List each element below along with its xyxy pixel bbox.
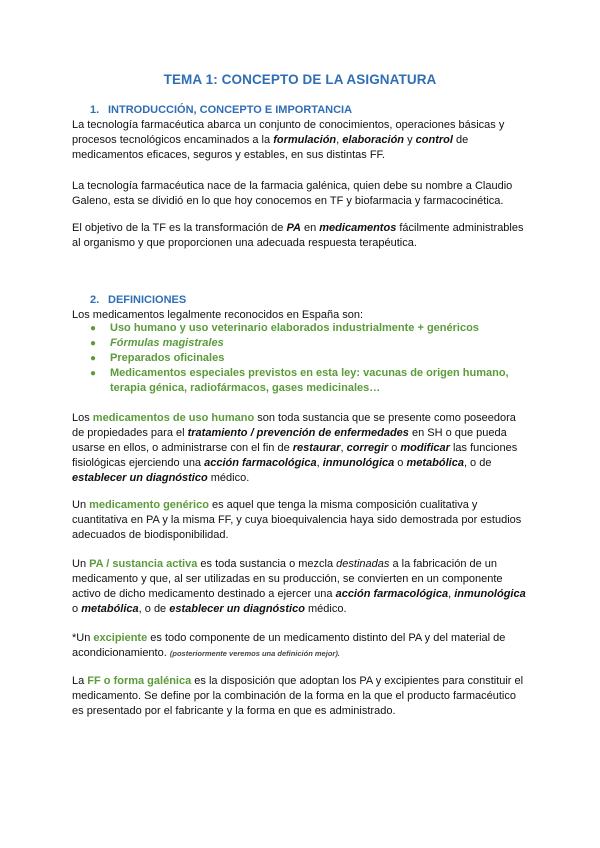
text-run: administrarse	[161, 442, 228, 454]
text-run: de la TF es la	[122, 222, 196, 234]
text-run: son:	[339, 309, 364, 321]
section-number: 2.	[90, 294, 100, 306]
text-run: metabólica	[81, 603, 139, 615]
text-run: Los	[72, 309, 93, 321]
text-run: seguros	[193, 149, 233, 161]
text-run: en la que el	[344, 690, 408, 702]
text-run: funciones fisiológicas	[72, 442, 518, 469]
bullet-icon: ●	[90, 323, 97, 334]
text-run: establecer un diagnóstico	[72, 472, 208, 484]
highlighted-term: FF o forma galénica	[87, 675, 192, 687]
text-run: establecer un diagnóstico	[169, 603, 305, 615]
text-run: es aquel que tenga la	[208, 499, 321, 511]
text-run: abarca un	[204, 119, 260, 131]
section-heading-definiciones	[90, 294, 186, 306]
list-item	[90, 366, 530, 396]
text-run: o	[72, 603, 82, 615]
text-run: para	[439, 675, 468, 687]
text-run: destinadas	[336, 558, 390, 570]
text-run: médico.	[304, 603, 347, 615]
text-run: constituir	[467, 675, 512, 687]
text-run: PA	[286, 222, 301, 234]
text-run: adecuada respuesta terapéutica	[256, 237, 414, 249]
text-run: en	[300, 222, 320, 234]
highlighted-term: excipiente	[93, 632, 148, 644]
text-run: transformación	[195, 222, 269, 234]
text-run: La	[72, 119, 88, 131]
highlighted-term: medicamentos de uso humano	[92, 412, 255, 424]
text-run: distintas FF	[326, 149, 383, 161]
text-run: o que pueda usarse en ellos, o	[72, 427, 507, 454]
text-run: biodisponibilidad	[144, 529, 226, 541]
text-run: adecuados de	[72, 529, 145, 541]
text-run: ,	[316, 457, 323, 469]
text-run: de un	[466, 558, 498, 570]
text-run: y	[404, 134, 416, 146]
text-run: acción farmacológica	[204, 457, 317, 469]
paragraph-generico	[72, 498, 528, 543]
text-run: .	[392, 705, 396, 717]
text-run: médico.	[207, 472, 250, 484]
text-run: El	[72, 222, 85, 234]
paragraph-uso-humano	[72, 411, 528, 486]
text-run: fin	[262, 442, 275, 454]
medicamentos-list	[90, 321, 530, 396]
text-run: conjunto de conocimientos	[259, 119, 390, 131]
text-run: .	[382, 149, 386, 161]
text-run: (posteriormente veremos una definición mejor).	[169, 649, 340, 658]
text-run: .	[163, 647, 170, 659]
text-run: PA	[146, 514, 160, 526]
text-run: PA y excipientes	[359, 675, 440, 687]
text-run: para el	[147, 427, 188, 439]
list-item-text: Uso humano y uso veterinario elaborados industrialmente + genéricos	[110, 322, 479, 334]
text-run: misma FF	[182, 514, 231, 526]
paragraph-objetivo	[72, 221, 528, 251]
text-run: estables	[243, 149, 285, 161]
text-run: es la	[191, 675, 221, 687]
list-item	[90, 321, 530, 336]
text-run: cuantitativa	[72, 514, 128, 526]
list-item	[90, 351, 530, 366]
paragraph-sustancia-activa	[72, 557, 528, 617]
text-run: se convierten	[342, 573, 409, 585]
text-run: en	[408, 427, 428, 439]
text-run: sustancia	[239, 558, 287, 570]
text-run: ejercer	[277, 588, 312, 600]
text-run: ,	[448, 588, 455, 600]
text-run: mezcla	[298, 558, 334, 570]
text-run: ,	[336, 134, 343, 146]
text-run: administrado	[329, 705, 393, 717]
text-run: ejerciendo	[128, 457, 180, 469]
text-run: al organismo y que proporcionen una	[72, 237, 257, 249]
text-run: en que es	[275, 705, 330, 717]
text-run: producto farmacéutico	[407, 690, 516, 702]
text-run: , o de	[138, 603, 170, 615]
text-run: y	[232, 149, 244, 161]
text-run: por	[458, 514, 481, 526]
text-run: de la	[286, 690, 317, 702]
text-run: demostrada	[400, 514, 459, 526]
text-run: medicamento	[72, 573, 139, 585]
text-run: que adoptan los	[275, 675, 360, 687]
highlighted-term: PA / sustancia activa	[89, 558, 198, 570]
text-run: .	[413, 237, 417, 249]
text-run: medicamentos legalmente	[92, 309, 222, 321]
list-item-text: Medicamentos especiales previstos en esta ley: vacunas de origen humano, terapia génica, radiofármacos, gases medicinales…	[110, 367, 509, 394]
text-run: La tecnología farmacéutica nace de la farmacia galénica, quien debe su nombre a Claudio Galeno, esta se dividió en lo que hoy conocemos en TF y biofarmacia y farmacocinética.	[72, 180, 513, 207]
text-run: Un	[72, 558, 90, 570]
text-run: es toda	[197, 558, 240, 570]
bullet-icon: ●	[90, 353, 97, 364]
text-run: bioequivalencia	[271, 514, 347, 526]
text-run: SH	[427, 427, 443, 439]
text-run: España	[301, 309, 340, 321]
text-run: de un medicamento	[249, 632, 353, 644]
text-run: tratamiento / prevención de enfermedades	[187, 427, 409, 439]
bullet-icon: ●	[90, 338, 97, 349]
text-run: estudios	[480, 514, 522, 526]
text-run: . Se define por la	[138, 690, 225, 702]
text-run: objetivo	[84, 222, 123, 234]
text-run: , o de	[463, 457, 492, 469]
text-run: procesos tecnológicos	[72, 134, 181, 146]
text-run: Los	[72, 412, 93, 424]
text-run: propiedades	[87, 427, 148, 439]
text-run: ,	[340, 442, 347, 454]
text-run: de	[72, 427, 88, 439]
text-run: componente	[189, 632, 250, 644]
bullet-icon: ●	[90, 368, 97, 379]
text-run: misma composición cualitativa	[320, 499, 469, 511]
text-run: de	[268, 222, 287, 234]
text-run: una	[311, 588, 336, 600]
text-run: poseedora	[463, 412, 516, 424]
text-run: corregir	[346, 442, 389, 454]
text-run: presentado	[86, 705, 142, 717]
section-heading-introduccion	[90, 104, 352, 116]
text-run: La	[72, 675, 88, 687]
text-run: y	[495, 119, 505, 131]
text-run: , en sus	[284, 149, 327, 161]
text-run: de	[274, 442, 293, 454]
text-run: metabólica	[406, 457, 464, 469]
text-run: PA	[408, 632, 422, 644]
text-run: toda sustancia	[278, 412, 349, 424]
text-run: elaboración	[342, 134, 405, 146]
page-title: TEMA 1: CONCEPTO DE LA ASIGNATURA	[163, 72, 437, 87]
list-item	[90, 336, 530, 351]
text-run: y	[468, 499, 478, 511]
text-run: formulación	[273, 134, 337, 146]
text-run: son	[254, 412, 279, 424]
text-run: medicamentos eficaces	[72, 149, 187, 161]
text-run: modificar	[400, 442, 450, 454]
text-run: forma	[316, 690, 345, 702]
text-run: las	[449, 442, 471, 454]
text-run: combinación	[224, 690, 287, 702]
section-number: 1.	[90, 104, 100, 116]
paragraph-historia	[72, 179, 528, 209]
text-run: .	[225, 529, 229, 541]
text-run: del	[387, 632, 409, 644]
text-run: y la	[159, 514, 183, 526]
text-run: ,	[389, 119, 396, 131]
text-run: es	[72, 705, 87, 717]
paragraph-excipiente	[72, 631, 528, 661]
text-run: disposición	[220, 675, 275, 687]
text-run: distinto	[352, 632, 388, 644]
section-heading-text: DEFINICIONES	[108, 294, 187, 306]
list-item-text: Fórmulas magistrales	[110, 337, 224, 349]
text-run: fabricación	[413, 558, 467, 570]
text-run: *Un	[72, 632, 94, 644]
text-run: material de acondicionamiento	[72, 632, 506, 659]
text-run: encaminados a la	[180, 134, 274, 146]
text-run: medicamentos	[319, 222, 397, 234]
text-run: , y cuya	[230, 514, 272, 526]
text-run: y del	[421, 632, 451, 644]
text-run: medicamento	[72, 690, 139, 702]
text-run: de	[452, 134, 469, 146]
text-run: acción farmacológica	[335, 588, 449, 600]
text-run: de dicho medicamento destinado a	[100, 588, 278, 600]
text-run: inmunológica	[322, 457, 395, 469]
text-run: control	[415, 134, 453, 146]
text-run: reconocidos en	[221, 309, 302, 321]
text-run: con el	[227, 442, 263, 454]
text-run: a la	[389, 558, 414, 570]
text-run: en un	[408, 573, 442, 585]
section-heading-text: INTRODUCCIÓN, CONCEPTO E IMPORTANCIA	[108, 104, 353, 116]
paragraph-forma-galenica	[72, 674, 528, 719]
list-item-text: Preparados oficinales	[110, 352, 225, 364]
text-run: el	[511, 675, 524, 687]
text-run: una	[179, 457, 205, 469]
text-run: componente activo	[72, 573, 503, 600]
text-run: restaurar	[292, 442, 341, 454]
text-run: inmunológica	[454, 588, 526, 600]
text-run: o	[286, 558, 299, 570]
text-run: por el fabricante y la	[141, 705, 247, 717]
text-run: es todo	[147, 632, 190, 644]
text-run: haya sido	[347, 514, 401, 526]
text-run: tecnología farmacéutica	[87, 119, 205, 131]
text-run: fácilmente administrables	[399, 222, 524, 234]
text-run: operaciones básicas	[395, 119, 496, 131]
text-run: o	[388, 442, 401, 454]
highlighted-term: medicamento genérico	[89, 499, 209, 511]
text-run: forma	[246, 705, 276, 717]
paragraph-tecnologia	[72, 118, 528, 163]
text-run: y que, al ser utilizadas en su producción,	[138, 573, 343, 585]
text-run: Un	[72, 499, 90, 511]
text-run: o	[394, 457, 407, 469]
text-run: en	[127, 514, 147, 526]
text-run: ,	[186, 149, 194, 161]
text-run: que se presente como	[348, 412, 464, 424]
